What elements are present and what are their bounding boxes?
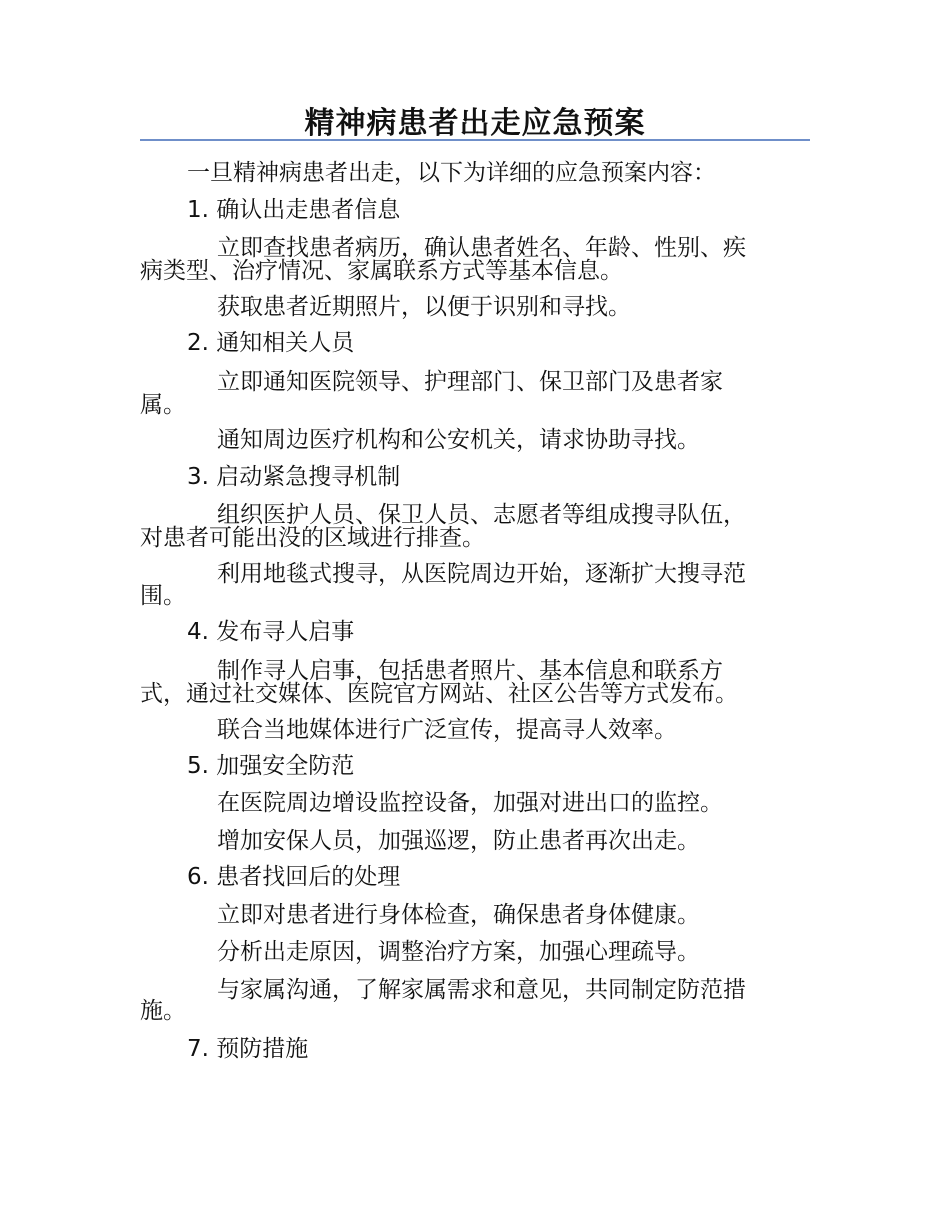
section-heading: 4. 发布寻人启事 [187,619,355,645]
section-heading: 5. 加强安全防范 [187,753,355,779]
paragraph-line: 增加安保人员，加强巡逻，防止患者再次出走。 [217,828,700,854]
section-heading: 6. 患者找回后的处理 [187,864,401,890]
paragraph-line: 联合当地媒体进行广泛宣传，提高寻人效率。 [217,717,677,743]
paragraph-line: 制作寻人启事，包括患者照片、基本信息和联系方 [217,658,723,684]
paragraph-line: 立即对患者进行身体检查，确保患者身体健康。 [217,902,700,928]
title-underline [140,139,810,141]
section-heading: 7. 预防措施 [187,1036,309,1062]
section-heading: 2. 通知相关人员 [187,330,355,356]
paragraph-line: 式，通过社交媒体、医院官方网站、社区公告等方式发布。 [140,681,738,707]
section-heading: 1. 确认出走患者信息 [187,197,401,223]
paragraph-line: 病类型、治疗情况、家属联系方式等基本信息。 [140,258,623,284]
paragraph-line: 组织医护人员、保卫人员、志愿者等组成搜寻队伍， [217,502,746,528]
paragraph-line: 对患者可能出没的区域进行排查。 [140,525,485,551]
paragraph-line: 属。 [140,392,186,418]
paragraph-line: 获取患者近期照片，以便于识别和寻找。 [217,294,631,320]
paragraph-line: 施。 [140,998,186,1024]
paragraph-line: 围。 [140,583,186,609]
paragraph-line: 立即查找患者病历，确认患者姓名、年龄、性别、疾 [217,235,746,261]
paragraph-line: 与家属沟通，了解家属需求和意见，共同制定防范措 [217,977,746,1003]
paragraph-line: 立即通知医院领导、护理部门、保卫部门及患者家 [217,369,723,395]
intro-text: 一旦精神病患者出走，以下为详细的应急预案内容： [187,160,716,186]
paragraph-line: 在医院周边增设监控设备，加强对进出口的监控。 [217,790,723,816]
paragraph-line: 通知周边医疗机构和公安机关，请求协助寻找。 [217,427,700,453]
document-title: 精神病患者出走应急预案 [304,106,646,141]
paragraph-line: 利用地毯式搜寻，从医院周边开始，逐渐扩大搜寻范 [217,561,746,587]
section-heading: 3. 启动紧急搜寻机制 [187,464,401,490]
paragraph-line: 分析出走原因，调整治疗方案，加强心理疏导。 [217,939,700,965]
